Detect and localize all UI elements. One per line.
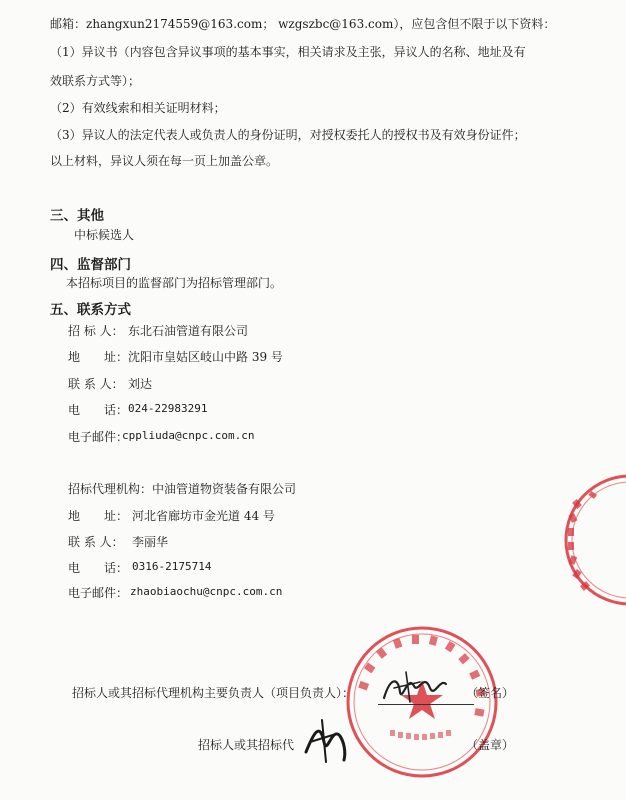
tenderer-contact: 刘达 <box>128 377 153 391</box>
agency-email[interactable]: zhaobiaochu@cnpc.com.cn <box>130 585 283 598</box>
signature-suffix: （签名） <box>466 686 515 700</box>
tenderer-seal-partial <box>560 470 626 610</box>
tenderer-name: 东北石油管道有限公司 <box>128 324 249 338</box>
section-3-body: 中标候选人 <box>74 228 135 242</box>
section-4-heading: 四、监督部门 <box>50 257 131 273</box>
tenderer-phone: 024-22983291 <box>128 402 208 415</box>
section-3-heading: 三、其他 <box>50 208 104 224</box>
agency-email-label: 电子邮件： <box>68 586 129 600</box>
agency-contact-label: 联 系 人： <box>68 535 124 549</box>
email-instruction-line: 邮箱：zhangxun2174559@163.com； wzgszbc@163.com），应包含但不限于以下资料： <box>50 17 556 31</box>
tenderer-phone-label: 电 话： <box>68 403 129 417</box>
seal-suffix: （盖章） <box>466 738 515 752</box>
objection-item-3: （3）异议人的法定代表人或负责人的身份证明，对授权委托人的授权书及有效身份证件； <box>50 128 526 142</box>
agency-phone: 0316-2175714 <box>132 560 212 573</box>
agency-contact: 李丽华 <box>132 535 169 549</box>
tenderer-address: 沈阳市皇姑区岐山中路 39 号 <box>128 350 283 364</box>
responsible-person-signature-label: 招标人或其招标代理机构主要负责人（项目负责人）： <box>72 686 355 700</box>
tenderer-email-label: 电子邮件： <box>68 430 129 444</box>
agency-phone-label: 电 话： <box>68 561 129 575</box>
handwritten-mark <box>300 712 350 768</box>
agency-name-label: 招标代理机构： <box>68 482 153 496</box>
tenderer-or-agency-seal-label: 招标人或其招标代 <box>198 738 295 752</box>
section-5-heading: 五、联系方式 <box>50 302 131 318</box>
objection-note: 以上材料，异议人须在每一页上加盖公章。 <box>50 154 279 168</box>
tenderer-address-label: 地 址： <box>68 350 129 364</box>
objection-item-1-line-1: （1）异议书（内容包含异议事项的基本事实，相关请求及主张，异议人的名称、地址及有 <box>50 45 526 59</box>
objection-item-2: （2）有效线索和相关证明材料； <box>50 101 226 115</box>
agency-name: 中油管道物资装备有限公司 <box>152 482 297 496</box>
tenderer-email[interactable]: cppliuda@cnpc.com.cn <box>122 429 255 442</box>
objection-item-1-line-2: 效联系方式等）； <box>50 74 141 88</box>
agency-address-label: 地 址： <box>68 509 129 523</box>
tenderer-contact-label: 联 系 人： <box>68 377 124 391</box>
agency-address: 河北省廊坊市金光道 44 号 <box>132 509 275 523</box>
section-4-body: 本招标项目的监督部门为招标管理部门。 <box>66 276 283 290</box>
handwritten-signature <box>380 668 450 708</box>
tenderer-name-label: 招 标 人： <box>68 324 124 338</box>
